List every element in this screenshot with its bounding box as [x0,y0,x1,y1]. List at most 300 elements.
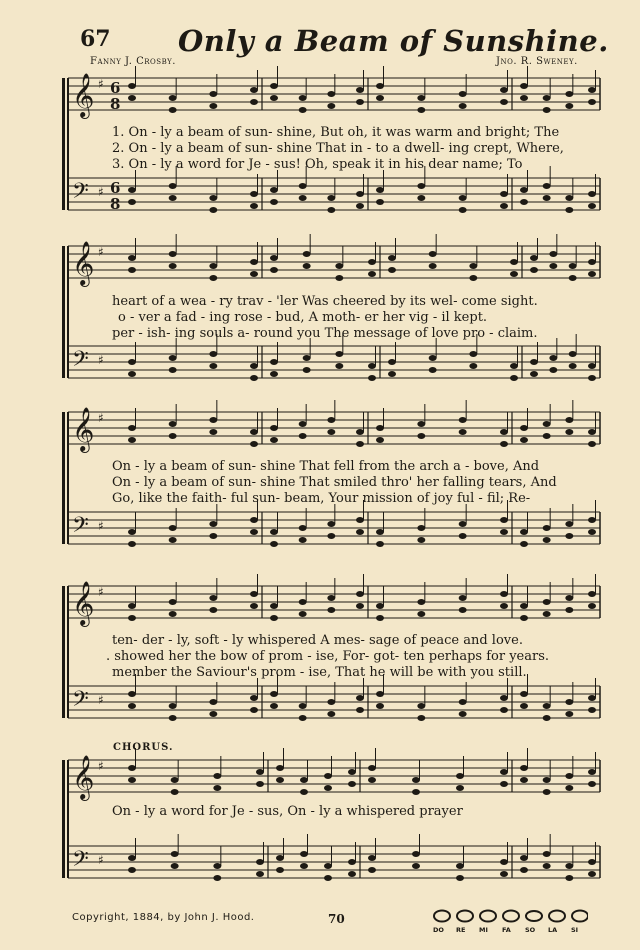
lyric-line: o - ver a fad - ing rose - bud, A moth- er her vig - il kept. [118,310,488,325]
note-head [459,595,467,601]
note-head [565,875,573,881]
note-head [270,267,278,273]
note-head [356,87,364,93]
note-head [376,703,384,709]
note-head [327,91,335,97]
note-head [270,425,278,431]
note-head [500,529,508,535]
composer-credit: Jno. R. Sweney. [496,56,578,67]
note-head [128,267,136,273]
note-head [169,525,177,531]
key-signature: ♯ [98,519,104,533]
note-head [128,255,136,261]
note-head [459,607,467,613]
lyric-line: Go, like the faith- ful sun- beam, Your mission of joy ful - fil; Re- [112,491,531,506]
bass-clef: 𝄢 [72,513,89,543]
note-head [500,191,508,197]
note-head [250,191,258,197]
treble-clef: 𝄞 [72,581,95,625]
note-head [250,591,258,597]
note-head [299,611,307,617]
note-head [276,855,284,861]
note-head [500,99,508,105]
note-head [388,371,396,377]
note-head [299,183,307,189]
note-head [376,615,384,621]
note-head [565,207,573,213]
solfa-label: SO [525,926,536,934]
note-head [520,615,528,621]
system-bracket [62,412,65,544]
note-head [459,103,467,109]
note-head [549,355,557,361]
note-head [209,429,217,435]
note-head [209,103,217,109]
note-head [276,867,284,873]
treble-clef: 𝄞 [72,241,95,285]
note-head [500,87,508,93]
note-head [565,533,573,539]
note-head [588,529,596,535]
note-head [543,95,551,101]
lyric-line: On - ly a beam of sun- shine That smiled thro' her falling tears, And [112,475,557,490]
note-head [250,87,258,93]
note-head [303,251,311,257]
system-bracket [62,760,65,878]
note-head [520,95,528,101]
note-head [169,421,177,427]
note-head [327,533,335,539]
note-head [543,195,551,201]
note-head [169,611,177,617]
note-head [588,859,596,865]
note-head [500,871,508,877]
note-head [213,773,221,779]
note-head [209,607,217,613]
note-head [213,875,221,881]
note-head [327,207,335,213]
note-head [588,441,596,447]
note-head [569,363,577,369]
key-signature: ♯ [98,77,104,91]
note-head [588,363,596,369]
note-head [510,363,518,369]
note-head [429,263,437,269]
note-head [300,863,308,869]
note-head [169,433,177,439]
note-head [128,95,136,101]
note-head [520,603,528,609]
note-head [429,367,437,373]
note-head [303,367,311,373]
note-head [128,371,136,377]
note-head [417,107,425,113]
solfa-label: SI [571,926,579,934]
note-head [565,863,573,869]
note-head [270,83,278,89]
note-head [270,371,278,377]
note-head [459,521,467,527]
note-head [250,259,258,265]
note-head [417,95,425,101]
note-head [209,351,217,357]
note-head [171,863,179,869]
note-head [530,359,538,365]
note-head [588,259,596,265]
bass-clef: 𝄢 [72,847,89,877]
note-head [270,359,278,365]
note-head [356,191,364,197]
note-head [128,855,136,861]
note-head [171,789,179,795]
treble-clef: 𝄞 [72,407,95,451]
note-head [250,203,258,209]
note-head [588,375,596,381]
note-head [412,863,420,869]
time-signature: 6 [110,179,121,197]
note-head [543,703,551,709]
note-head [128,199,136,205]
note-head [543,107,551,113]
note-head [270,529,278,535]
note-head [209,699,217,705]
note-head [209,533,217,539]
note-head [376,437,384,443]
note-head [356,707,364,713]
note-head [128,529,136,535]
note-head [128,425,136,431]
note-head [412,851,420,857]
note-head [543,789,551,795]
note-head [299,715,307,721]
note-head [469,263,477,269]
note-head [303,355,311,361]
note-head [348,859,356,865]
note-head [299,433,307,439]
note-head [327,711,335,717]
note-head [327,595,335,601]
note-head [128,603,136,609]
note-head [588,517,596,523]
note-head [299,195,307,201]
solfa-label: RE [456,926,466,934]
lyric-line: 3. On - ly a word for Je - sus! Oh, speak it in his dear name; To [112,157,523,172]
note-head [368,375,376,381]
key-signature: ♯ [98,693,104,707]
note-head [250,271,258,277]
note-head [417,715,425,721]
note-head [565,785,573,791]
note-head [327,607,335,613]
note-head [209,711,217,717]
bass-clef: 𝄢 [72,687,89,717]
note-head [456,875,464,881]
note-head [356,429,364,435]
note-head [169,195,177,201]
note-head [209,263,217,269]
note-head [459,533,467,539]
note-head [270,703,278,709]
note-head [565,103,573,109]
lyric-line: per - ish- ing souls a- round you The message of love pro - claim. [112,326,538,341]
note-head [335,263,343,269]
note-head [356,517,364,523]
bass-clef: 𝄢 [72,347,89,377]
note-head [299,421,307,427]
note-head [250,707,258,713]
note-head [543,599,551,605]
note-head [520,437,528,443]
note-head [469,275,477,281]
note-head [128,359,136,365]
note-head [368,259,376,265]
note-head [565,195,573,201]
time-signature: 8 [110,95,121,113]
note-head [356,695,364,701]
solfa-shape [572,911,588,922]
note-head [128,615,136,621]
note-head [588,191,596,197]
lyric-line: 2. On - ly a beam of sun- shine That in - to a dwell- ing crept, Where, [112,141,564,156]
note-head [459,417,467,423]
copyright-notice: Copyright, 1884, by John J. Hood. [72,912,255,923]
note-head [376,199,384,205]
note-head [376,95,384,101]
note-head [209,91,217,97]
note-head [459,711,467,717]
note-head [368,765,376,771]
note-head [500,695,508,701]
lyric-line: 1. On - ly a beam of sun- shine, But oh, it was warm and bright; The [112,125,560,140]
note-head [376,425,384,431]
note-head [270,615,278,621]
lyric-line: heart of a wea - ry trav - 'ler Was cheered by its wel- come sight. [112,294,538,309]
note-head [128,703,136,709]
note-head [209,207,217,213]
note-head [569,263,577,269]
note-head [565,429,573,435]
note-head [250,363,258,369]
note-head [569,351,577,357]
note-head [276,765,284,771]
note-head [569,275,577,281]
note-head [324,785,332,791]
note-head [303,263,311,269]
note-head [500,707,508,713]
note-head [171,851,179,857]
note-head [417,599,425,605]
bass-clef: 𝄢 [72,179,89,209]
solfa-shape [526,911,542,921]
note-head [588,603,596,609]
note-head [276,777,284,783]
note-head [417,537,425,543]
note-head [543,611,551,617]
note-head [500,781,508,787]
note-head [128,83,136,89]
note-head [588,203,596,209]
note-head [388,267,396,273]
note-head [327,429,335,435]
note-head [270,199,278,205]
note-head [588,871,596,877]
solfa-legend [433,906,588,934]
note-head [456,773,464,779]
note-head [270,187,278,193]
note-head [356,203,364,209]
lyric-line: On - ly a word for Je - sus, On - ly a whispered prayer [112,804,463,819]
note-head [543,851,551,857]
solfa-label: FA [502,926,511,934]
note-head [356,441,364,447]
note-head [417,195,425,201]
note-head [500,517,508,523]
note-head [459,195,467,201]
note-head [356,591,364,597]
note-head [169,355,177,361]
note-head [459,429,467,435]
note-head [543,183,551,189]
note-head [169,537,177,543]
note-head [356,529,364,535]
solfa-label: DO [433,926,444,934]
note-head [565,773,573,779]
note-head [348,871,356,877]
note-head [209,417,217,423]
note-head [368,363,376,369]
system-bracket [62,586,65,718]
note-head [327,699,335,705]
solfa-label: LA [548,926,558,934]
treble-clef: 𝄞 [72,73,95,117]
note-head [459,207,467,213]
note-head [543,777,551,783]
note-head [565,521,573,527]
note-head [250,441,258,447]
note-head [327,521,335,527]
note-head [128,437,136,443]
note-head [543,525,551,531]
note-head [565,595,573,601]
note-head [520,867,528,873]
treble-clef: 𝄞 [72,755,95,799]
note-head [270,603,278,609]
note-head [388,255,396,261]
note-head [299,599,307,605]
note-head [270,255,278,261]
chorus-label: CHORUS. [113,742,174,753]
note-head [299,703,307,709]
note-head [169,107,177,113]
note-head [300,777,308,783]
note-head [270,541,278,547]
note-head [169,263,177,269]
note-head [335,275,343,281]
note-head [500,603,508,609]
note-head [324,773,332,779]
note-head [356,99,364,105]
note-head [565,711,573,717]
note-head [588,781,596,787]
note-head [520,777,528,783]
note-head [588,429,596,435]
note-head [169,183,177,189]
note-head [459,91,467,97]
note-head [530,267,538,273]
note-head [500,203,508,209]
lyric-line: ten- der - ly, soft - ly whispered A mes- sage of peace and love. [112,633,523,648]
note-head [588,695,596,701]
page-number: 70 [328,912,345,926]
note-head [256,781,264,787]
hymn-title: Only a Beam of Sunshine. [178,24,609,58]
note-head [388,359,396,365]
lyric-line: . showed her the bow of prom - ise, For- got- ten perhaps for years. [106,649,550,664]
note-head [335,351,343,357]
note-head [348,769,356,775]
solfa-note-shapes [433,906,588,926]
note-head [376,187,384,193]
note-head [417,703,425,709]
note-head [417,611,425,617]
note-head [520,83,528,89]
note-head [543,433,551,439]
solfa-shape [549,911,565,922]
note-head [324,875,332,881]
key-signature: ♯ [98,245,104,259]
note-head [520,765,528,771]
note-head [530,255,538,261]
note-head [348,781,356,787]
note-head [429,251,437,257]
note-head [250,429,258,435]
note-head [169,703,177,709]
note-head [520,855,528,861]
note-head [412,777,420,783]
note-head [299,537,307,543]
note-head [250,99,258,105]
note-head [169,367,177,373]
note-head [128,691,136,697]
note-head [169,599,177,605]
note-head [128,777,136,783]
note-head [500,859,508,865]
note-head [356,603,364,609]
lyric-line: On - ly a beam of sun- shine That fell from the arch a - bove, And [112,459,540,474]
note-head [250,375,258,381]
key-signature: ♯ [98,353,104,367]
note-head [588,271,596,277]
note-head [456,863,464,869]
note-head [510,259,518,265]
note-head [368,855,376,861]
note-head [549,263,557,269]
note-head [213,863,221,869]
system-bracket [62,246,65,378]
note-head [209,595,217,601]
note-head [520,199,528,205]
note-head [299,525,307,531]
note-head [209,275,217,281]
note-head [520,529,528,535]
note-head [368,777,376,783]
solfa-shape [480,911,496,922]
note-head [510,375,518,381]
key-signature: ♯ [98,185,104,199]
note-head [327,103,335,109]
note-head [256,859,264,865]
time-signature: 6 [110,79,121,97]
